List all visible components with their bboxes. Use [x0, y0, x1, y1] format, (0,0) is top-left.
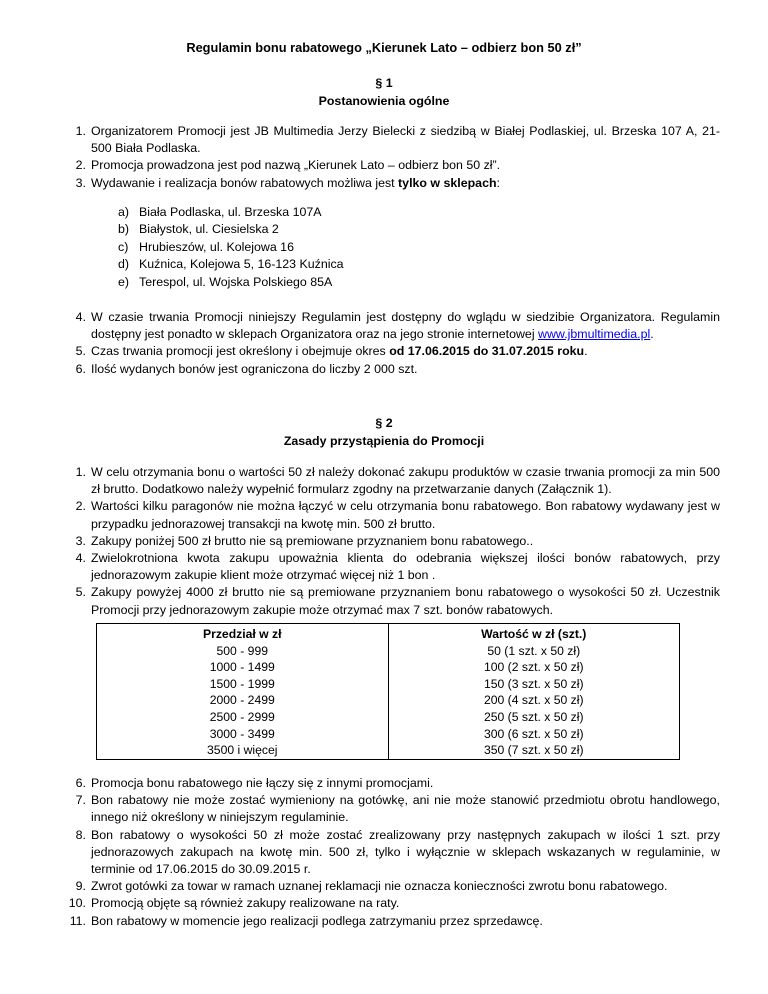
- item-text: Bon rabatowy nie może zostać wymieniony na gotówkę, ani nie może stanowić przedmiotu obrotu handlowego, innego niż określony w niniejszym regulaminie.: [91, 793, 720, 825]
- column-header-range: Przedział w zł: [97, 624, 389, 643]
- item-text: W celu otrzymania bonu o wartości 50 zł należy dokonać zakupu produktów w czasie trwania promocji za min 500 zł brutto. Dodatkowo należy wypełnić formularz zgodny na przetwarzanie danych (Załącznik 1).: [91, 465, 720, 497]
- shop-letter: e): [118, 274, 130, 289]
- item-number: 1.: [75, 124, 86, 138]
- list-item: [56, 584, 720, 618]
- shop-letter: c): [118, 239, 129, 254]
- range-cell: 2000 - 2499: [97, 692, 389, 709]
- item-text: Bon rabatowy o wysokości 50 zł może zostać zrealizowany przy następnych zakupach w ilości 1 szt. przy jednorazowych zakupach na kwotę min. 500 zł, tylko i wyłącznie w sklepach wskazanych w regulaminie, w terminie od 17.06.2015 do 30.09.2015 r.: [91, 827, 720, 877]
- section-2-list-continued: [56, 775, 720, 930]
- item-number: 2.: [75, 158, 86, 173]
- list-item: [56, 550, 720, 584]
- section-1-list: [56, 123, 720, 192]
- item-number: 1.: [75, 465, 86, 479]
- list-item: [56, 123, 720, 157]
- list-item: [56, 913, 720, 930]
- table-header-row: [97, 624, 680, 643]
- list-item: [56, 343, 720, 360]
- shop-address: Białystok, ul. Ciesielska 2: [139, 222, 279, 237]
- website-link[interactable]: www.jbmultimedia.pl: [538, 327, 651, 342]
- section-1-number: § 1: [375, 76, 393, 90]
- item-text: Zakupy powyżej 4000 zł brutto nie są premiowane przyznaniem bonu rabatowego o wysokości 50 zł. Uczestnik Promocji przy jednorazowym zakupie może otrzymać max 7 szt. bonów rabatowych.: [91, 585, 720, 617]
- range-cell: 500 - 999: [97, 643, 389, 660]
- table-row: [97, 709, 680, 726]
- item-number: 3.: [75, 175, 86, 190]
- shop-address: Kuźnica, Kolejowa 5, 16-123 Kuźnica: [139, 257, 344, 272]
- item-text-bold: tylko w sklepach: [398, 175, 497, 190]
- shop-list: [91, 204, 491, 291]
- list-item: [56, 775, 720, 792]
- value-cell: 200 (4 szt. x 50 zł): [483, 693, 584, 708]
- range-cell: 1500 - 1999: [97, 676, 389, 693]
- item-text: Ilość wydanych bonów jest ograniczona do liczby 2 000 szt.: [91, 361, 418, 376]
- item-text: :: [496, 175, 500, 190]
- section-2-list: [56, 464, 720, 619]
- list-item: [56, 827, 720, 879]
- item-number: 6.: [75, 776, 86, 790]
- value-cell: 300 (6 szt. x 50 zł): [483, 726, 584, 741]
- list-item: [56, 464, 720, 498]
- item-text: Zakupy poniżej 500 zł brutto nie są premiowane przyznaniem bonu rabatowego..: [91, 533, 534, 548]
- item-number: 2.: [75, 499, 86, 514]
- item-number: 6.: [75, 361, 86, 376]
- list-item: [56, 361, 720, 378]
- range-cell: 2500 - 2999: [97, 709, 389, 726]
- table-row: [97, 726, 680, 743]
- item-text: .: [650, 327, 654, 342]
- value-cell: 50 (1 szt. x 50 zł): [487, 643, 581, 658]
- item-text: .: [584, 344, 588, 359]
- section-1-heading: Postanowienia ogólne: [318, 94, 450, 108]
- list-item: [56, 157, 720, 174]
- item-number: 4.: [75, 551, 86, 566]
- item-text: Wydawanie i realizacja bonów rabatowych możliwa jest: [91, 175, 399, 190]
- item-text: Promocją objęte są również zakupy realizowane na raty.: [91, 896, 400, 911]
- list-item: [56, 498, 720, 532]
- item-number: 3.: [75, 533, 86, 548]
- item-text: Wartości kilku paragonów nie można łączyć w celu otrzymania bonu rabatowego. Bon rabatowy wydawany jest w przypadku jednorazowej transakcji na kwotę min. 500 zł brutto.: [91, 499, 720, 531]
- section-2-heading: Zasady przystąpienia do Promocji: [283, 434, 485, 448]
- list-item: [56, 792, 720, 826]
- item-number: 11.: [69, 913, 86, 928]
- shop-item: [91, 256, 491, 273]
- list-item: [56, 895, 720, 912]
- item-text: Organizatorem Promocji jest JB Multimedia Jerzy Bielecki z siedzibą w Białej Podlaskiej, ul. Brzeska 107 A, 21-500 Biała Podlaska.: [91, 124, 720, 156]
- shop-item: [91, 239, 491, 256]
- item-number: 9.: [75, 879, 86, 894]
- item-text: Zwrot gotówki za towar w ramach uznanej reklamacji nie oznacza konieczności zwrotu bonu rabatowego.: [91, 879, 668, 894]
- item-text: Promocja prowadzona jest pod nazwą „Kierunek Lato – odbierz bon 50 zł”.: [91, 158, 501, 173]
- table-row: [97, 659, 680, 676]
- list-item: [56, 878, 720, 895]
- item-text: Bon rabatowy w momencie jego realizacji podlega zatrzymaniu przez sprzedawcę.: [91, 913, 543, 928]
- shop-address: Terespol, ul. Wojska Polskiego 85A: [139, 274, 333, 289]
- table-row: [97, 676, 680, 693]
- section-2-number: § 2: [375, 416, 393, 430]
- range-cell: 3000 - 3499: [97, 726, 389, 743]
- item-number: 7.: [75, 793, 86, 808]
- table-row: [97, 692, 680, 709]
- item-text: W czasie trwania Promocji niniejszy Regulamin jest dostępny do wglądu w siedzibie Organizatora. Regulamin dostępny jest ponadto w sklepach Organizatora oraz na jego stronie internetowej: [91, 310, 720, 342]
- column-header-value: Wartość w zł (szt.): [481, 627, 587, 641]
- list-item: [56, 533, 720, 550]
- document-title: Regulamin bonu rabatowego „Kierunek Lato – odbierz bon 50 zł”: [186, 40, 582, 55]
- shop-item: [91, 274, 491, 291]
- range-cell: 3500 i więcej: [97, 742, 389, 759]
- value-cell: 350 (7 szt. x 50 zł): [483, 743, 584, 758]
- section-1-list-continued: [56, 309, 720, 378]
- item-number: 4.: [75, 310, 86, 324]
- shop-letter: a): [118, 205, 130, 219]
- item-number: 10.: [68, 896, 86, 911]
- shop-address: Hrubieszów, ul. Kolejowa 16: [139, 239, 294, 254]
- item-text-bold: od 17.06.2015 do 31.07.2015 roku: [389, 344, 585, 359]
- table-row: [97, 643, 680, 660]
- value-cell: 100 (2 szt. x 50 zł): [483, 660, 584, 675]
- voucher-table: [96, 623, 680, 760]
- item-text: Promocja bonu rabatowego nie łączy się z innymi promocjami.: [91, 776, 434, 790]
- item-number: 5.: [75, 344, 86, 359]
- value-cell: 250 (5 szt. x 50 zł): [483, 709, 584, 724]
- shop-letter: b): [118, 222, 130, 237]
- item-number: 8.: [75, 827, 86, 842]
- item-number: 5.: [75, 585, 86, 600]
- shop-item: [91, 221, 491, 238]
- value-cell: 150 (3 szt. x 50 zł): [483, 676, 584, 691]
- list-item: [56, 175, 720, 192]
- shop-item: [91, 204, 491, 221]
- item-text: Czas trwania promocji jest określony i obejmuje okres: [91, 344, 390, 359]
- table-row: [97, 742, 680, 759]
- shop-address: Biała Podlaska, ul. Brzeska 107A: [139, 205, 322, 219]
- range-cell: 1000 - 1499: [97, 659, 389, 676]
- shop-letter: d): [118, 257, 130, 272]
- list-item: [56, 309, 720, 343]
- item-text: Zwielokrotniona kwota zakupu upoważnia klienta do odebrania większej ilości bonów rabatowych, przy jednorazowym zakupie klient może otrzymać więcej niż 1 bon .: [91, 551, 720, 583]
